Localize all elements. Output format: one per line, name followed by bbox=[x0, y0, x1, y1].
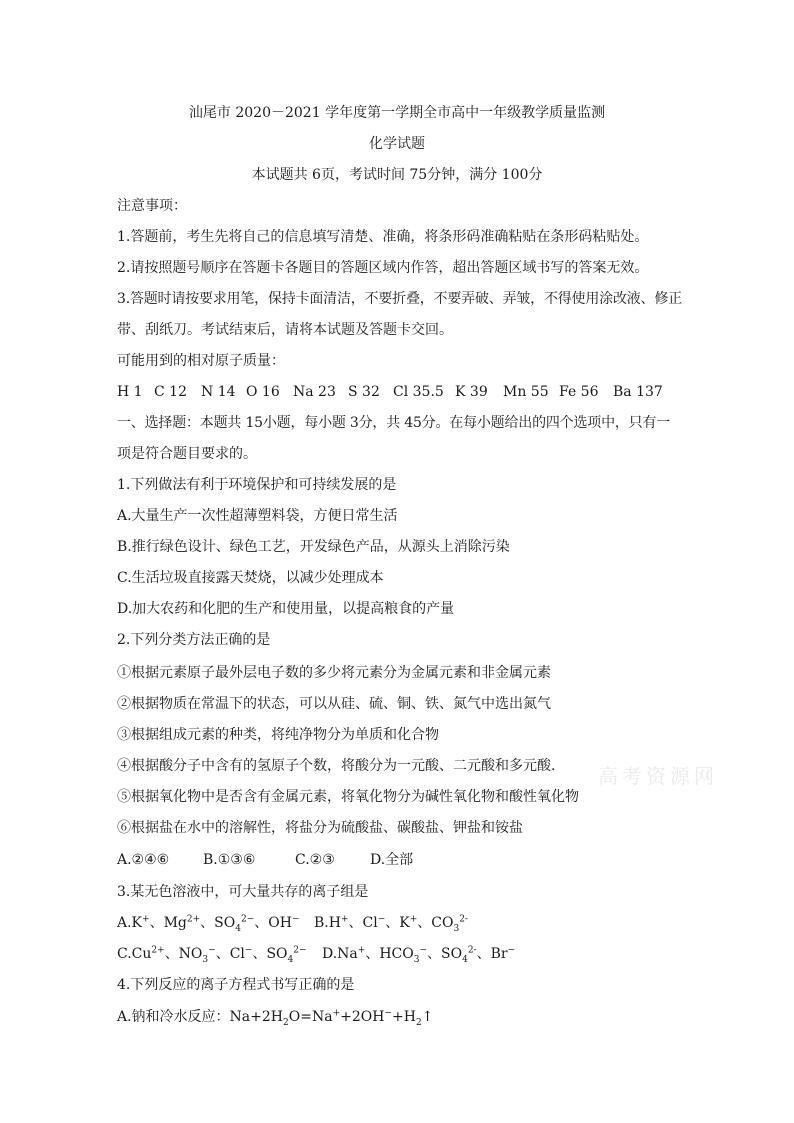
atomic-mass-row bbox=[117, 382, 663, 402]
q3-option-c: $C.Cu^{2+}$、$NO_3^-$、Cl−、$SO_4^{2-}$ bbox=[117, 945, 307, 965]
atomic-mass-heading: 可能用到的相对原子质量： bbox=[117, 353, 285, 369]
mass-s: S 32 bbox=[348, 384, 380, 400]
q3-stem: 3.某无色溶液中，可大量共存的离子组是 bbox=[117, 884, 369, 900]
q2-item-3: ③根据组成元素的种类，将纯净物分为单质和化合物 bbox=[117, 727, 439, 743]
q2-option-d: D.全部 bbox=[370, 852, 414, 868]
exam-info: 本试题共 6页，考试时间 75分钟，满分 100分 bbox=[251, 167, 543, 183]
mass-cl: Cl 35.5 bbox=[393, 384, 444, 400]
note-item-3-cont: 带、刮纸刀。考试结束后，请将本试题及答题卡交回。 bbox=[117, 322, 453, 338]
section-1-intro-cont: 项是符合题目要求的。 bbox=[117, 446, 257, 462]
q1-option-d: D.加大农药和化肥的生产和使用量，以提高粮食的产量 bbox=[117, 601, 455, 617]
q2-item-5: ⑤根据氧化物中是否含有金属元素，将氧化物分为碱性氧化物和酸性氧化物 bbox=[117, 789, 579, 805]
q3-option-d: D.Na+、$HCO_3^-$、$SO_4^{2-}$、Br− bbox=[322, 945, 516, 965]
q4-stem: 4.下列反应的离子方程式书写正确的是 bbox=[117, 977, 355, 993]
notes-heading: 注意事项： bbox=[117, 198, 187, 214]
q4-option-a: A.钠和冷水反应：$Na+2H_2O=Na^++2OH^-+H_2↑$ bbox=[117, 1008, 434, 1028]
exam-title: 汕尾市 2020－2021 学年度第一学期全市高中一年级教学质量监测 bbox=[188, 105, 606, 121]
mass-o: O 16 bbox=[246, 384, 280, 400]
q1-option-b: B.推行绿色设计、绿色工艺，开发绿色产品，从源头上消除污染 bbox=[117, 539, 510, 555]
mass-c: C 12 bbox=[154, 384, 187, 400]
q2-item-1: ①根据元素原子最外层电子数的多少将元素分为金属元素和非金属元素 bbox=[117, 665, 551, 681]
mass-na: Na 23 bbox=[293, 384, 336, 400]
q2-option-c: C.②③ bbox=[295, 852, 335, 868]
note-item-1: 1.答题前，考生先将自己的信息填写清楚、准确，将条形码准确粘贴在条形码粘贴处。 bbox=[117, 229, 649, 245]
q2-item-2: ②根据物质在常温下的状态，可以从硅、硫、铜、铁、氮气中选出氮气 bbox=[117, 696, 551, 712]
note-item-2: 2.请按照题号顺序在答题卡各题目的答题区域内作答，超出答题区域书写的答案无效。 bbox=[117, 260, 649, 276]
q3-options-row-1 bbox=[117, 913, 468, 933]
q2-stem: 2.下列分类方法正确的是 bbox=[117, 632, 271, 648]
q3-option-a: A.K+、$Mg^{2+}$、$SO_4^{2-}$、OH− bbox=[117, 914, 300, 934]
exam-subject: 化学试题 bbox=[369, 136, 425, 152]
mass-ba: Ba 137 bbox=[613, 384, 663, 400]
q3-options-row-2 bbox=[117, 944, 515, 964]
q2-option-a: A.②④⑥ bbox=[117, 852, 170, 868]
q2-option-b: B.①③⑥ bbox=[203, 852, 256, 868]
note-item-3: 3.答题时请按要求用笔，保持卡面清洁，不要折叠，不要弄破、弄皱，不得使用涂改液、修正 bbox=[117, 291, 682, 307]
watermark: 高考资源网 bbox=[598, 764, 718, 788]
q2-options bbox=[117, 850, 413, 870]
q1-option-c: C.生活垃圾直接露天焚烧，以减少处理成本 bbox=[117, 570, 384, 586]
q1-stem: 1.下列做法有利于环境保护和可持续发展的是 bbox=[117, 477, 397, 493]
mass-k: K 39 bbox=[455, 384, 488, 400]
mass-fe: Fe 56 bbox=[559, 384, 599, 400]
mass-mn: Mn 55 bbox=[503, 384, 549, 400]
q1-option-a: A.大量生产一次性超薄塑料袋，方便日常生活 bbox=[117, 508, 398, 524]
q2-item-4: ④根据酸分子中含有的氢原子个数，将酸分为一元酸、二元酸和多元酸. bbox=[117, 758, 556, 774]
q2-item-6: ⑥根据盐在水中的溶解性，将盐分为硫酸盐、碳酸盐、钾盐和铵盐 bbox=[117, 820, 523, 836]
mass-n: N 14 bbox=[201, 384, 236, 400]
section-1-intro: 一、选择题：本题共 15小题，每小题 3分，共 45分。在每小题给出的四个选项中，只有一 bbox=[117, 415, 671, 431]
mass-h: H 1 bbox=[117, 384, 143, 400]
q3-option-b: B.H+、Cl−、K+、$CO_3^{2-}$ bbox=[314, 914, 468, 934]
